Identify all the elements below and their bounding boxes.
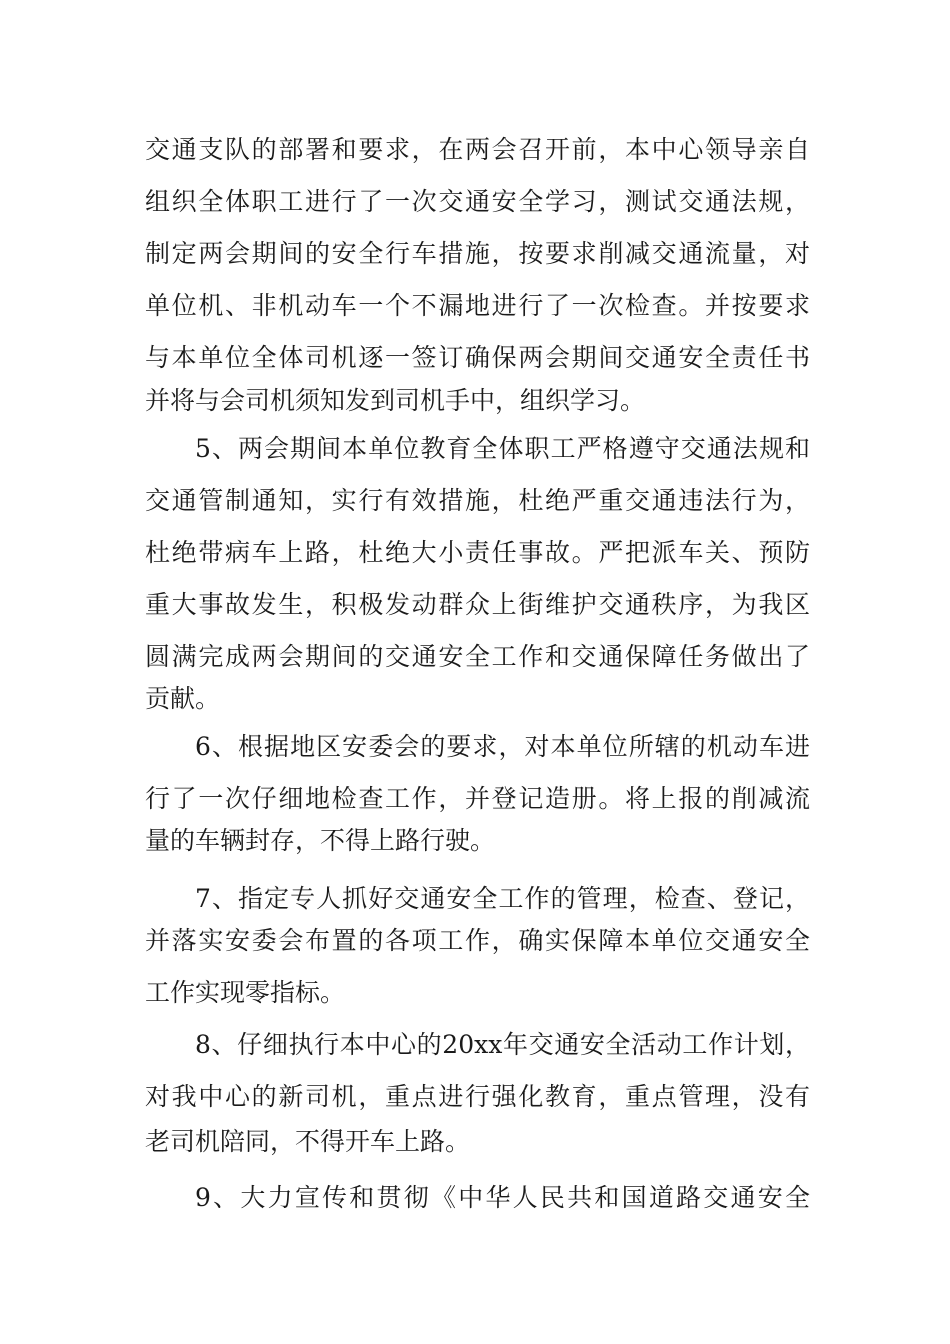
text-line: 单位机、非机动车一个不漏地进行了一次检查。并按要求 xyxy=(145,291,810,320)
paragraph-start-line: 8、仔细执行本中心的20xx年交通安全活动工作计划， xyxy=(195,1030,810,1059)
text-line: 杜绝带病车上路，杜绝大小责任事故。严把派车关、预防 xyxy=(145,538,810,567)
text-line: 与本单位全体司机逐一签订确保两会期间交通安全责任书 xyxy=(145,343,810,372)
text-line: 制定两会期间的安全行车措施，按要求削减交通流量，对 xyxy=(145,239,810,268)
text-line: 量的车辆封存，不得上路行驶。 xyxy=(145,826,496,855)
text-line: 组织全体职工进行了一次交通安全学习，测试交通法规， xyxy=(145,187,810,216)
text-line: 老司机陪同，不得开车上路。 xyxy=(145,1127,471,1156)
text-line: 交通管制通知，实行有效措施，杜绝严重交通违法行为， xyxy=(145,486,810,515)
text-line: 圆满完成两会期间的交通安全工作和交通保障任务做出了 xyxy=(145,642,810,671)
paragraph-start-line: 9、大力宣传和贯彻《中华人民共和国道路交通安全 xyxy=(195,1183,810,1212)
text-line: 行了一次仔细地检查工作，并登记造册。将上报的削减流 xyxy=(145,784,810,813)
paragraph-start-line: 5、两会期间本单位教育全体职工严格遵守交通法规和 xyxy=(195,434,810,463)
text-line: 对我中心的新司机，重点进行强化教育，重点管理，没有 xyxy=(145,1082,810,1111)
paragraph-start-line: 7、指定专人抓好交通安全工作的管理，检查、登记， xyxy=(195,884,810,913)
text-line: 交通支队的部署和要求，在两会召开前，本中心领导亲自 xyxy=(145,135,810,164)
text-line: 并落实安委会布置的各项工作，确实保障本单位交通安全 xyxy=(145,926,810,955)
text-line: 贡献。 xyxy=(145,684,221,713)
text-line: 重大事故发生，积极发动群众上街维护交通秩序，为我区 xyxy=(145,590,810,619)
paragraph-start-line: 6、根据地区安委会的要求，对本单位所辖的机动车进 xyxy=(195,732,810,761)
text-line: 工作实现零指标。 xyxy=(145,978,346,1007)
text-line: 并将与会司机须知发到司机手中，组织学习。 xyxy=(145,386,646,415)
